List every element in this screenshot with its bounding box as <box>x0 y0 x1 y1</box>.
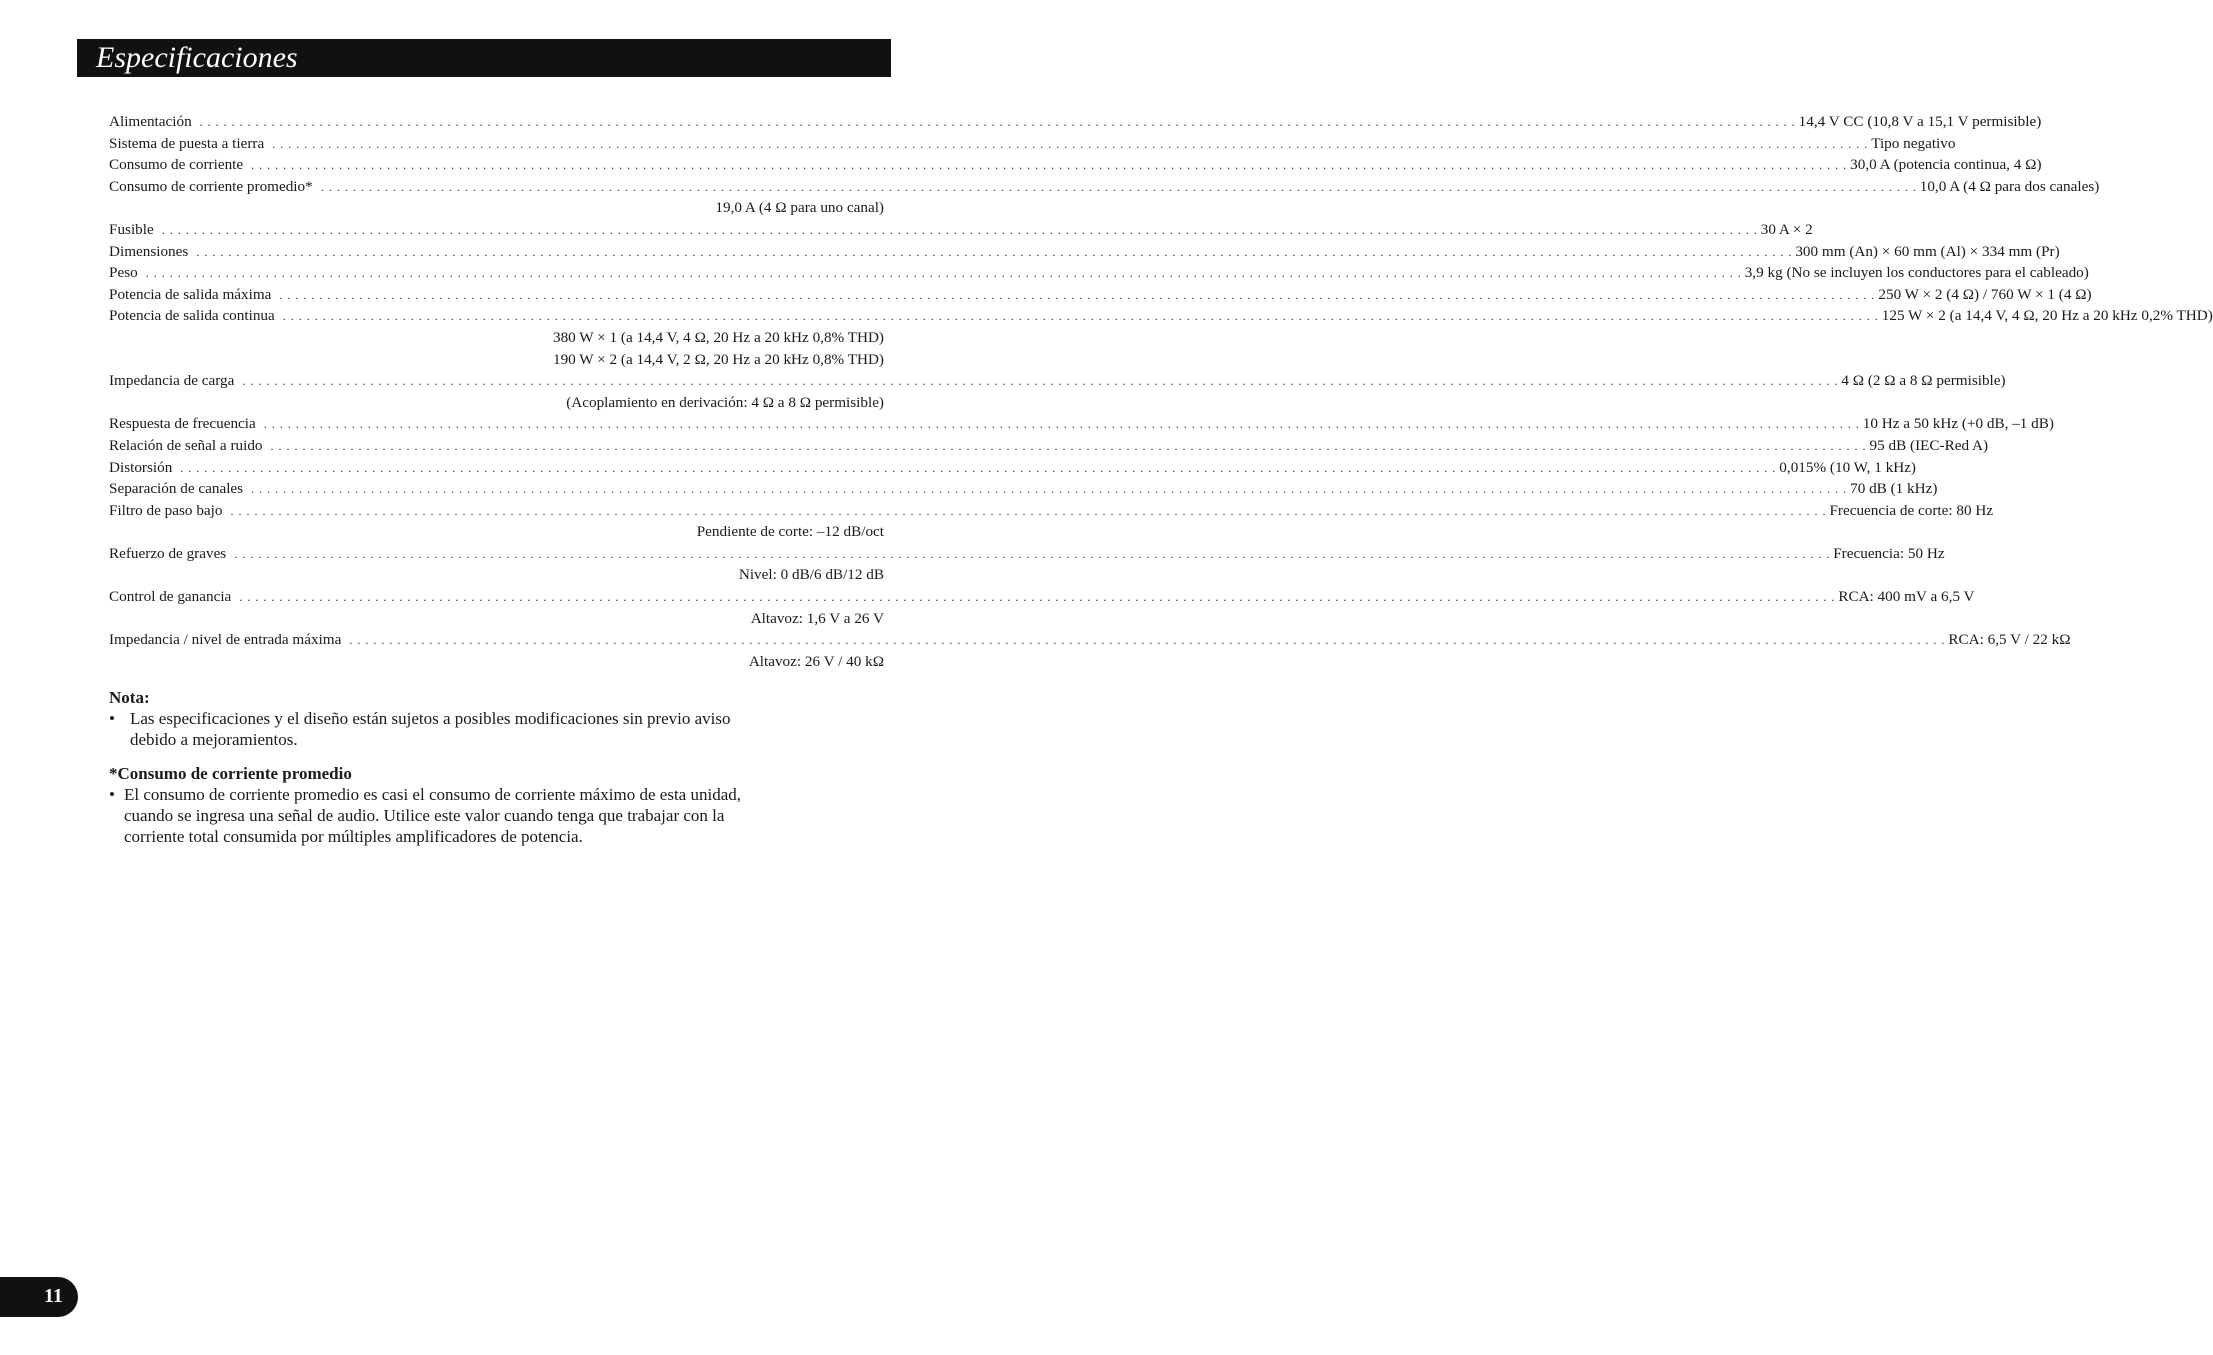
dot-leader: . . . . . . . . . . . . . . . . . . . . . . . . . . . . . . . . . . . . . . . . . . . . . . . . . . . . . . . . . . . . . . . . . . . . . . . . . . . . . . . . . . . . . . . . . . . . . . . . . . . . . . . . . . . . . . . . . . . . . . . . . . . . . . . . . . . . . . . . . . . . . . . . . . . . . . . . . . . . . . . . . . . . . . . . . . . . . . . . . . . . . . . . . . . . . . . . . . . . . . . . <box>161 222 1758 237</box>
spec-row <box>109 608 884 630</box>
spec-value: Altavoz: 26 V / 40 kΩ <box>748 652 884 670</box>
spec-label: Filtro de paso bajo <box>109 501 223 519</box>
spec-row <box>109 457 1916 479</box>
spec-label: Impedancia / nivel de entrada máxima <box>109 631 342 649</box>
spec-row <box>109 413 2054 435</box>
spec-row <box>109 370 2006 392</box>
spec-row <box>109 154 2042 176</box>
spec-row <box>109 111 2042 133</box>
spec-row <box>109 521 884 543</box>
spec-row <box>109 262 2089 284</box>
spec-row <box>109 305 2213 327</box>
avg-current-heading: *Consumo de corriente promedio <box>109 764 352 783</box>
specifications-list <box>109 111 2213 672</box>
spec-label: Refuerzo de graves <box>109 544 227 562</box>
spec-label: Distorsión <box>109 458 173 476</box>
spec-value: 190 W × 2 (a 14,4 V, 2 Ω, 20 Hz a 20 kHz 0,8% THD) <box>552 350 884 368</box>
dot-leader: . . . . . . . . . . . . . . . . . . . . . . . . . . . . . . . . . . . . . . . . . . . . . . . . . . . . . . . . . . . . . . . . . . . . . . . . . . . . . . . . . . . . . . . . . . . . . . . . . . . . . . . . . . . . . . . . . . . . . . . . . . . . . . . . . . . . . . . . . . . . . . . . . . . . . . . . . . . . . . . . . . . . . . . . . . . . . . . . . . . . . . . . . . . . . . . . . . . . . . . . <box>320 179 1917 194</box>
spec-value: Frecuencia de corte: 80 Hz <box>1829 501 1994 519</box>
spec-row <box>109 327 884 349</box>
spec-value: Frecuencia: 50 Hz <box>1833 544 1945 562</box>
notes-section <box>109 687 749 847</box>
spec-label: Potencia de salida continua <box>109 307 275 325</box>
spec-row <box>109 651 884 673</box>
dot-leader: . . . . . . . . . . . . . . . . . . . . . . . . . . . . . . . . . . . . . . . . . . . . . . . . . . . . . . . . . . . . . . . . . . . . . . . . . . . . . . . . . . . . . . . . . . . . . . . . . . . . . . . . . . . . . . . . . . . . . . . . . . . . . . . . . . . . . . . . . . . . . . . . . . . . . . . . . . . . . . . . . . . . . . . . . . . . . . . . . . . . . . . . . . . . . . . . . . . . . . . . <box>251 482 1848 497</box>
spec-label: Potencia de salida máxima <box>109 285 272 303</box>
spec-value: RCA: 400 mV a 6,5 V <box>1838 588 1975 606</box>
spec-row <box>109 543 1945 565</box>
note-item <box>109 708 749 750</box>
spec-row <box>109 176 2100 198</box>
spec-row <box>109 586 1975 608</box>
spec-value: 380 W × 1 (a 14,4 V, 4 Ω, 20 Hz a 20 kHz 0,8% THD) <box>552 328 884 346</box>
spec-value: Tipo negativo <box>1871 134 1956 152</box>
spec-value: 70 dB (1 kHz) <box>1850 480 1938 498</box>
dot-leader: . . . . . . . . . . . . . . . . . . . . . . . . . . . . . . . . . . . . . . . . . . . . . . . . . . . . . . . . . . . . . . . . . . . . . . . . . . . . . . . . . . . . . . . . . . . . . . . . . . . . . . . . . . . . . . . . . . . . . . . . . . . . . . . . . . . . . . . . . . . . . . . . . . . . . . . . . . . . . . . . . . . . . . . . . . . . . . . . . . . . . . . . . . . . . . . . . . . . . . . . <box>145 266 1742 281</box>
dot-leader: . . . . . . . . . . . . . . . . . . . . . . . . . . . . . . . . . . . . . . . . . . . . . . . . . . . . . . . . . . . . . . . . . . . . . . . . . . . . . . . . . . . . . . . . . . . . . . . . . . . . . . . . . . . . . . . . . . . . . . . . . . . . . . . . . . . . . . . . . . . . . . . . . . . . . . . . . . . . . . . . . . . . . . . . . . . . . . . . . . . . . . . . . . . . . . . . . . . . . . . . <box>230 503 1827 518</box>
spec-row <box>109 478 1938 500</box>
spec-label: Fusible <box>109 220 154 238</box>
bullet-mark: • <box>109 785 115 804</box>
dot-leader: . . . . . . . . . . . . . . . . . . . . . . . . . . . . . . . . . . . . . . . . . . . . . . . . . . . . . . . . . . . . . . . . . . . . . . . . . . . . . . . . . . . . . . . . . . . . . . . . . . . . . . . . . . . . . . . . . . . . . . . . . . . . . . . . . . . . . . . . . . . . . . . . . . . . . . . . . . . . . . . . . . . . . . . . . . . . . . . . . . . . . . . . . . . . . . . . . . . . . . . . <box>239 590 1836 605</box>
spec-value: Altavoz: 1,6 V a 26 V <box>750 609 884 627</box>
spec-value: (Acoplamiento en derivación: 4 Ω a 8 Ω permisible) <box>566 393 884 411</box>
spec-row <box>109 349 884 371</box>
spec-row <box>109 435 1989 457</box>
spec-row <box>109 564 884 586</box>
spec-value: 14,4 V CC (10,8 V a 15,1 V permisible) <box>1798 113 2042 130</box>
spec-row <box>109 241 2060 263</box>
spec-value: 300 mm (An) × 60 mm (Al) × 334 mm (Pr) <box>1795 242 2060 260</box>
spec-value: 125 W × 2 (a 14,4 V, 4 Ω, 20 Hz a 20 kHz 0,2% THD) <box>1881 307 2213 325</box>
dot-leader: . . . . . . . . . . . . . . . . . . . . . . . . . . . . . . . . . . . . . . . . . . . . . . . . . . . . . . . . . . . . . . . . . . . . . . . . . . . . . . . . . . . . . . . . . . . . . . . . . . . . . . . . . . . . . . . . . . . . . . . . . . . . . . . . . . . . . . . . . . . . . . . . . . . . . . . . . . . . . . . . . . . . . . . . . . . . . . . . . . . . . . . . . . . . . . . . . . . . . . . . <box>279 287 1876 302</box>
spec-value: 95 dB (IEC-Red A) <box>1869 436 1989 454</box>
spec-label: Relación de señal a ruido <box>109 436 263 454</box>
dot-leader: . . . . . . . . . . . . . . . . . . . . . . . . . . . . . . . . . . . . . . . . . . . . . . . . . . . . . . . . . . . . . . . . . . . . . . . . . . . . . . . . . . . . . . . . . . . . . . . . . . . . . . . . . . . . . . . . . . . . . . . . . . . . . . . . . . . . . . . . . . . . . . . . . . . . . . . . . . . . . . . . . . . . . . . . . . . . . . . . . . . . . . . . . . . . . . . . . . . . . . . . <box>234 546 1831 561</box>
spec-value: 3,9 kg (No se incluyen los conductores para el cableado) <box>1744 264 2089 282</box>
spec-value: 4 Ω (2 Ω a 8 Ω permisible) <box>1841 372 2006 390</box>
spec-value: 30 A × 2 <box>1760 220 1813 238</box>
spec-label: Separación de canales <box>109 480 244 498</box>
dot-leader: . . . . . . . . . . . . . . . . . . . . . . . . . . . . . . . . . . . . . . . . . . . . . . . . . . . . . . . . . . . . . . . . . . . . . . . . . . . . . . . . . . . . . . . . . . . . . . . . . . . . . . . . . . . . . . . . . . . . . . . . . . . . . . . . . . . . . . . . . . . . . . . . . . . . . . . . . . . . . . . . . . . . . . . . . . . . . . . . . . . . . . . . . . . . . . . . . . . . . . . . <box>196 244 1793 259</box>
page-number-tab <box>0 1277 78 1317</box>
spec-value: Nivel: 0 dB/6 dB/12 dB <box>738 566 884 584</box>
spec-label: Consumo de corriente promedio* <box>109 177 313 195</box>
page-title: Especificaciones <box>96 41 298 74</box>
spec-row <box>109 133 1956 155</box>
dot-leader: . . . . . . . . . . . . . . . . . . . . . . . . . . . . . . . . . . . . . . . . . . . . . . . . . . . . . . . . . . . . . . . . . . . . . . . . . . . . . . . . . . . . . . . . . . . . . . . . . . . . . . . . . . . . . . . . . . . . . . . . . . . . . . . . . . . . . . . . . . . . . . . . . . . . . . . . . . . . . . . . . . . . . . . . . . . . . . . . . . . . . . . . . . . . . . . . . . . . . . . . <box>199 115 1796 129</box>
spec-value: 0,015% (10 W, 1 kHz) <box>1779 458 1916 476</box>
spec-row <box>109 219 1813 241</box>
spec-value: Pendiente de corte: –12 dB/oct <box>696 523 884 541</box>
spec-label: Respuesta de frecuencia <box>109 415 256 433</box>
note-heading: Nota: <box>109 688 150 707</box>
spec-value: 250 W × 2 (4 Ω) / 760 W × 1 (4 Ω) <box>1878 285 2092 303</box>
dot-leader: . . . . . . . . . . . . . . . . . . . . . . . . . . . . . . . . . . . . . . . . . . . . . . . . . . . . . . . . . . . . . . . . . . . . . . . . . . . . . . . . . . . . . . . . . . . . . . . . . . . . . . . . . . . . . . . . . . . . . . . . . . . . . . . . . . . . . . . . . . . . . . . . . . . . . . . . . . . . . . . . . . . . . . . . . . . . . . . . . . . . . . . . . . . . . . . . . . . . . . . . <box>242 374 1839 389</box>
spec-row <box>109 197 884 219</box>
spec-value: RCA: 6,5 V / 22 kΩ <box>1948 631 2071 649</box>
spec-label: Impedancia de carga <box>109 372 235 390</box>
dot-leader: . . . . . . . . . . . . . . . . . . . . . . . . . . . . . . . . . . . . . . . . . . . . . . . . . . . . . . . . . . . . . . . . . . . . . . . . . . . . . . . . . . . . . . . . . . . . . . . . . . . . . . . . . . . . . . . . . . . . . . . . . . . . . . . . . . . . . . . . . . . . . . . . . . . . . . . . . . . . . . . . . . . . . . . . . . . . . . . . . . . . . . . . . . . . . . . . . . . . . . . . <box>180 460 1777 475</box>
page-number: 11 <box>44 1285 63 1307</box>
spec-row <box>109 284 2092 306</box>
dot-leader: . . . . . . . . . . . . . . . . . . . . . . . . . . . . . . . . . . . . . . . . . . . . . . . . . . . . . . . . . . . . . . . . . . . . . . . . . . . . . . . . . . . . . . . . . . . . . . . . . . . . . . . . . . . . . . . . . . . . . . . . . . . . . . . . . . . . . . . . . . . . . . . . . . . . . . . . . . . . . . . . . . . . . . . . . . . . . . . . . . . . . . . . . . . . . . . . . . . . . . . . <box>349 633 1946 648</box>
bullet-mark: • <box>109 709 115 728</box>
spec-row <box>109 392 884 414</box>
section-title-bar <box>77 39 891 77</box>
spec-label: Sistema de puesta a tierra <box>109 134 265 152</box>
dot-leader: . . . . . . . . . . . . . . . . . . . . . . . . . . . . . . . . . . . . . . . . . . . . . . . . . . . . . . . . . . . . . . . . . . . . . . . . . . . . . . . . . . . . . . . . . . . . . . . . . . . . . . . . . . . . . . . . . . . . . . . . . . . . . . . . . . . . . . . . . . . . . . . . . . . . . . . . . . . . . . . . . . . . . . . . . . . . . . . . . . . . . . . . . . . . . . . . . . . . . . . . <box>263 417 1860 432</box>
spec-value: 10 Hz a 50 kHz (+0 dB, –1 dB) <box>1862 415 2054 433</box>
spec-value: 30,0 A (potencia continua, 4 Ω) <box>1850 156 2042 174</box>
spec-label: Peso <box>109 264 138 282</box>
dot-leader: . . . . . . . . . . . . . . . . . . . . . . . . . . . . . . . . . . . . . . . . . . . . . . . . . . . . . . . . . . . . . . . . . . . . . . . . . . . . . . . . . . . . . . . . . . . . . . . . . . . . . . . . . . . . . . . . . . . . . . . . . . . . . . . . . . . . . . . . . . . . . . . . . . . . . . . . . . . . . . . . . . . . . . . . . . . . . . . . . . . . . . . . . . . . . . . . . . . . . . . . <box>251 158 1848 173</box>
spec-label: Control de ganancia <box>109 588 232 606</box>
dot-leader: . . . . . . . . . . . . . . . . . . . . . . . . . . . . . . . . . . . . . . . . . . . . . . . . . . . . . . . . . . . . . . . . . . . . . . . . . . . . . . . . . . . . . . . . . . . . . . . . . . . . . . . . . . . . . . . . . . . . . . . . . . . . . . . . . . . . . . . . . . . . . . . . . . . . . . . . . . . . . . . . . . . . . . . . . . . . . . . . . . . . . . . . . . . . . . . . . . . . . . . . <box>272 136 1869 151</box>
dot-leader: . . . . . . . . . . . . . . . . . . . . . . . . . . . . . . . . . . . . . . . . . . . . . . . . . . . . . . . . . . . . . . . . . . . . . . . . . . . . . . . . . . . . . . . . . . . . . . . . . . . . . . . . . . . . . . . . . . . . . . . . . . . . . . . . . . . . . . . . . . . . . . . . . . . . . . . . . . . . . . . . . . . . . . . . . . . . . . . . . . . . . . . . . . . . . . . . . . . . . . . . <box>270 438 1867 453</box>
spec-value: 10,0 A (4 Ω para dos canales) <box>1919 177 2100 195</box>
dot-leader: . . . . . . . . . . . . . . . . . . . . . . . . . . . . . . . . . . . . . . . . . . . . . . . . . . . . . . . . . . . . . . . . . . . . . . . . . . . . . . . . . . . . . . . . . . . . . . . . . . . . . . . . . . . . . . . . . . . . . . . . . . . . . . . . . . . . . . . . . . . . . . . . . . . . . . . . . . . . . . . . . . . . . . . . . . . . . . . . . . . . . . . . . . . . . . . . . . . . . . . . <box>282 309 1879 324</box>
spec-value: 19,0 A (4 Ω para uno canal) <box>715 199 884 217</box>
note-text: Las especificaciones y el diseño están sujetos a posibles modificaciones sin previo aviso debido a mejoramientos. <box>130 709 731 749</box>
spec-label: Consumo de corriente <box>109 156 244 174</box>
spec-row <box>109 629 2071 651</box>
spec-label: Alimentación <box>109 113 192 130</box>
spec-row <box>109 500 1994 522</box>
avg-current-text: El consumo de corriente promedio es casi el consumo de corriente máximo de esta unidad, cuando se ingresa una señal de audio. Utilice este valor cuando tenga que trabajar con la corriente total consumida por múltiples amplificadores de potencia. <box>124 785 741 846</box>
avg-current-item <box>109 784 749 847</box>
spec-label: Dimensiones <box>109 242 189 260</box>
